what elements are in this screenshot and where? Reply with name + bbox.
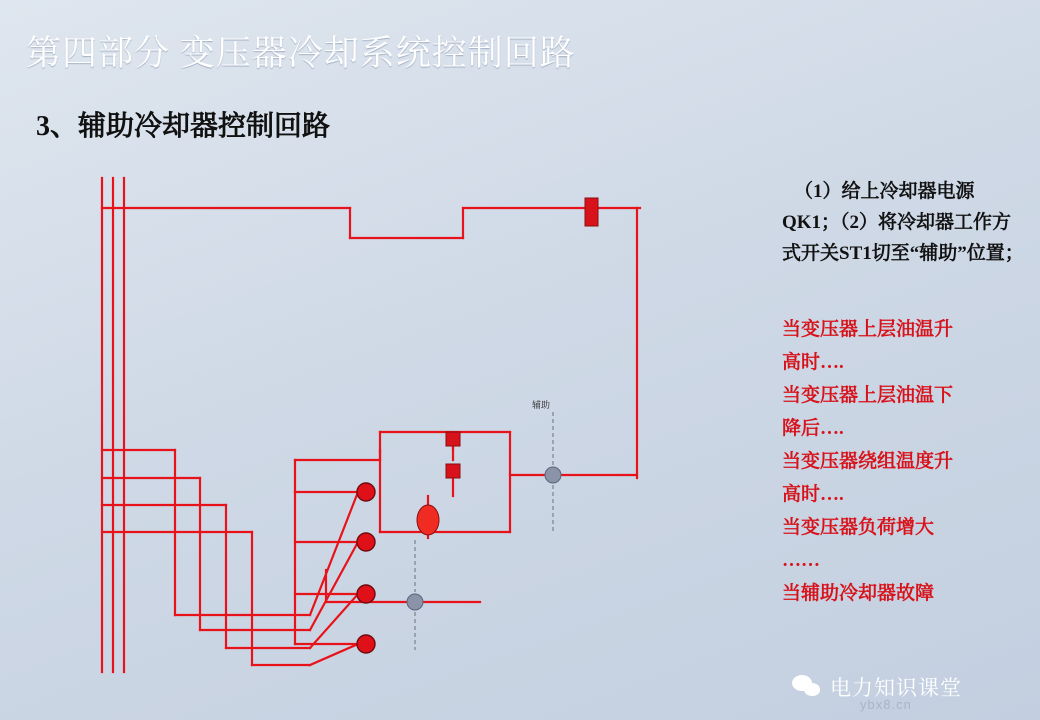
switch-node-lower — [407, 594, 423, 610]
relay-node-4 — [357, 635, 375, 653]
relay-node-3 — [357, 585, 375, 603]
relay-node-1 — [357, 483, 375, 501]
section-title: 3、辅助冷却器控制回路 — [36, 111, 331, 142]
note-red-line: 高时…. — [782, 484, 844, 505]
watermark: ybx8.cn — [860, 697, 912, 712]
note-red-line: 当变压器上层油温升 — [782, 319, 954, 340]
notes-black-text: （1）给上冷却器电源QK1；（2）将冷却器工作方式开关ST1切至“辅助”位置； — [782, 181, 1024, 264]
note-red-line: 高时…. — [782, 352, 844, 373]
note-red-line: 降后…. — [782, 418, 844, 439]
brand-name: 电力知识课堂 — [830, 676, 962, 700]
relay-node-2 — [357, 533, 375, 551]
wechat-icon — [792, 674, 822, 700]
note-red-line: 当变压器绕组温度升 — [782, 451, 954, 472]
control-circuit-diagram — [80, 160, 770, 690]
note-red-line: 当变压器负荷增大 — [782, 517, 935, 538]
switch-node-aux — [545, 467, 561, 483]
notes-red-text — [782, 313, 1030, 610]
note-red-line: 当辅助冷却器故障 — [782, 583, 935, 604]
notes-panel — [782, 176, 1030, 610]
note-red-line: …… — [782, 550, 820, 571]
contact-block-top — [585, 198, 598, 226]
contact-block-mid-upper — [446, 432, 460, 446]
note-red-line: 当变压器上层油温下 — [782, 385, 954, 406]
diagram-label-aux: 辅助 — [532, 400, 551, 410]
page-title: 第四部分 变压器冷却系统控制回路 — [26, 34, 576, 73]
contact-block-mid-lower — [446, 464, 460, 478]
schematic-svg — [80, 160, 770, 690]
coil-ellipse — [417, 505, 439, 535]
